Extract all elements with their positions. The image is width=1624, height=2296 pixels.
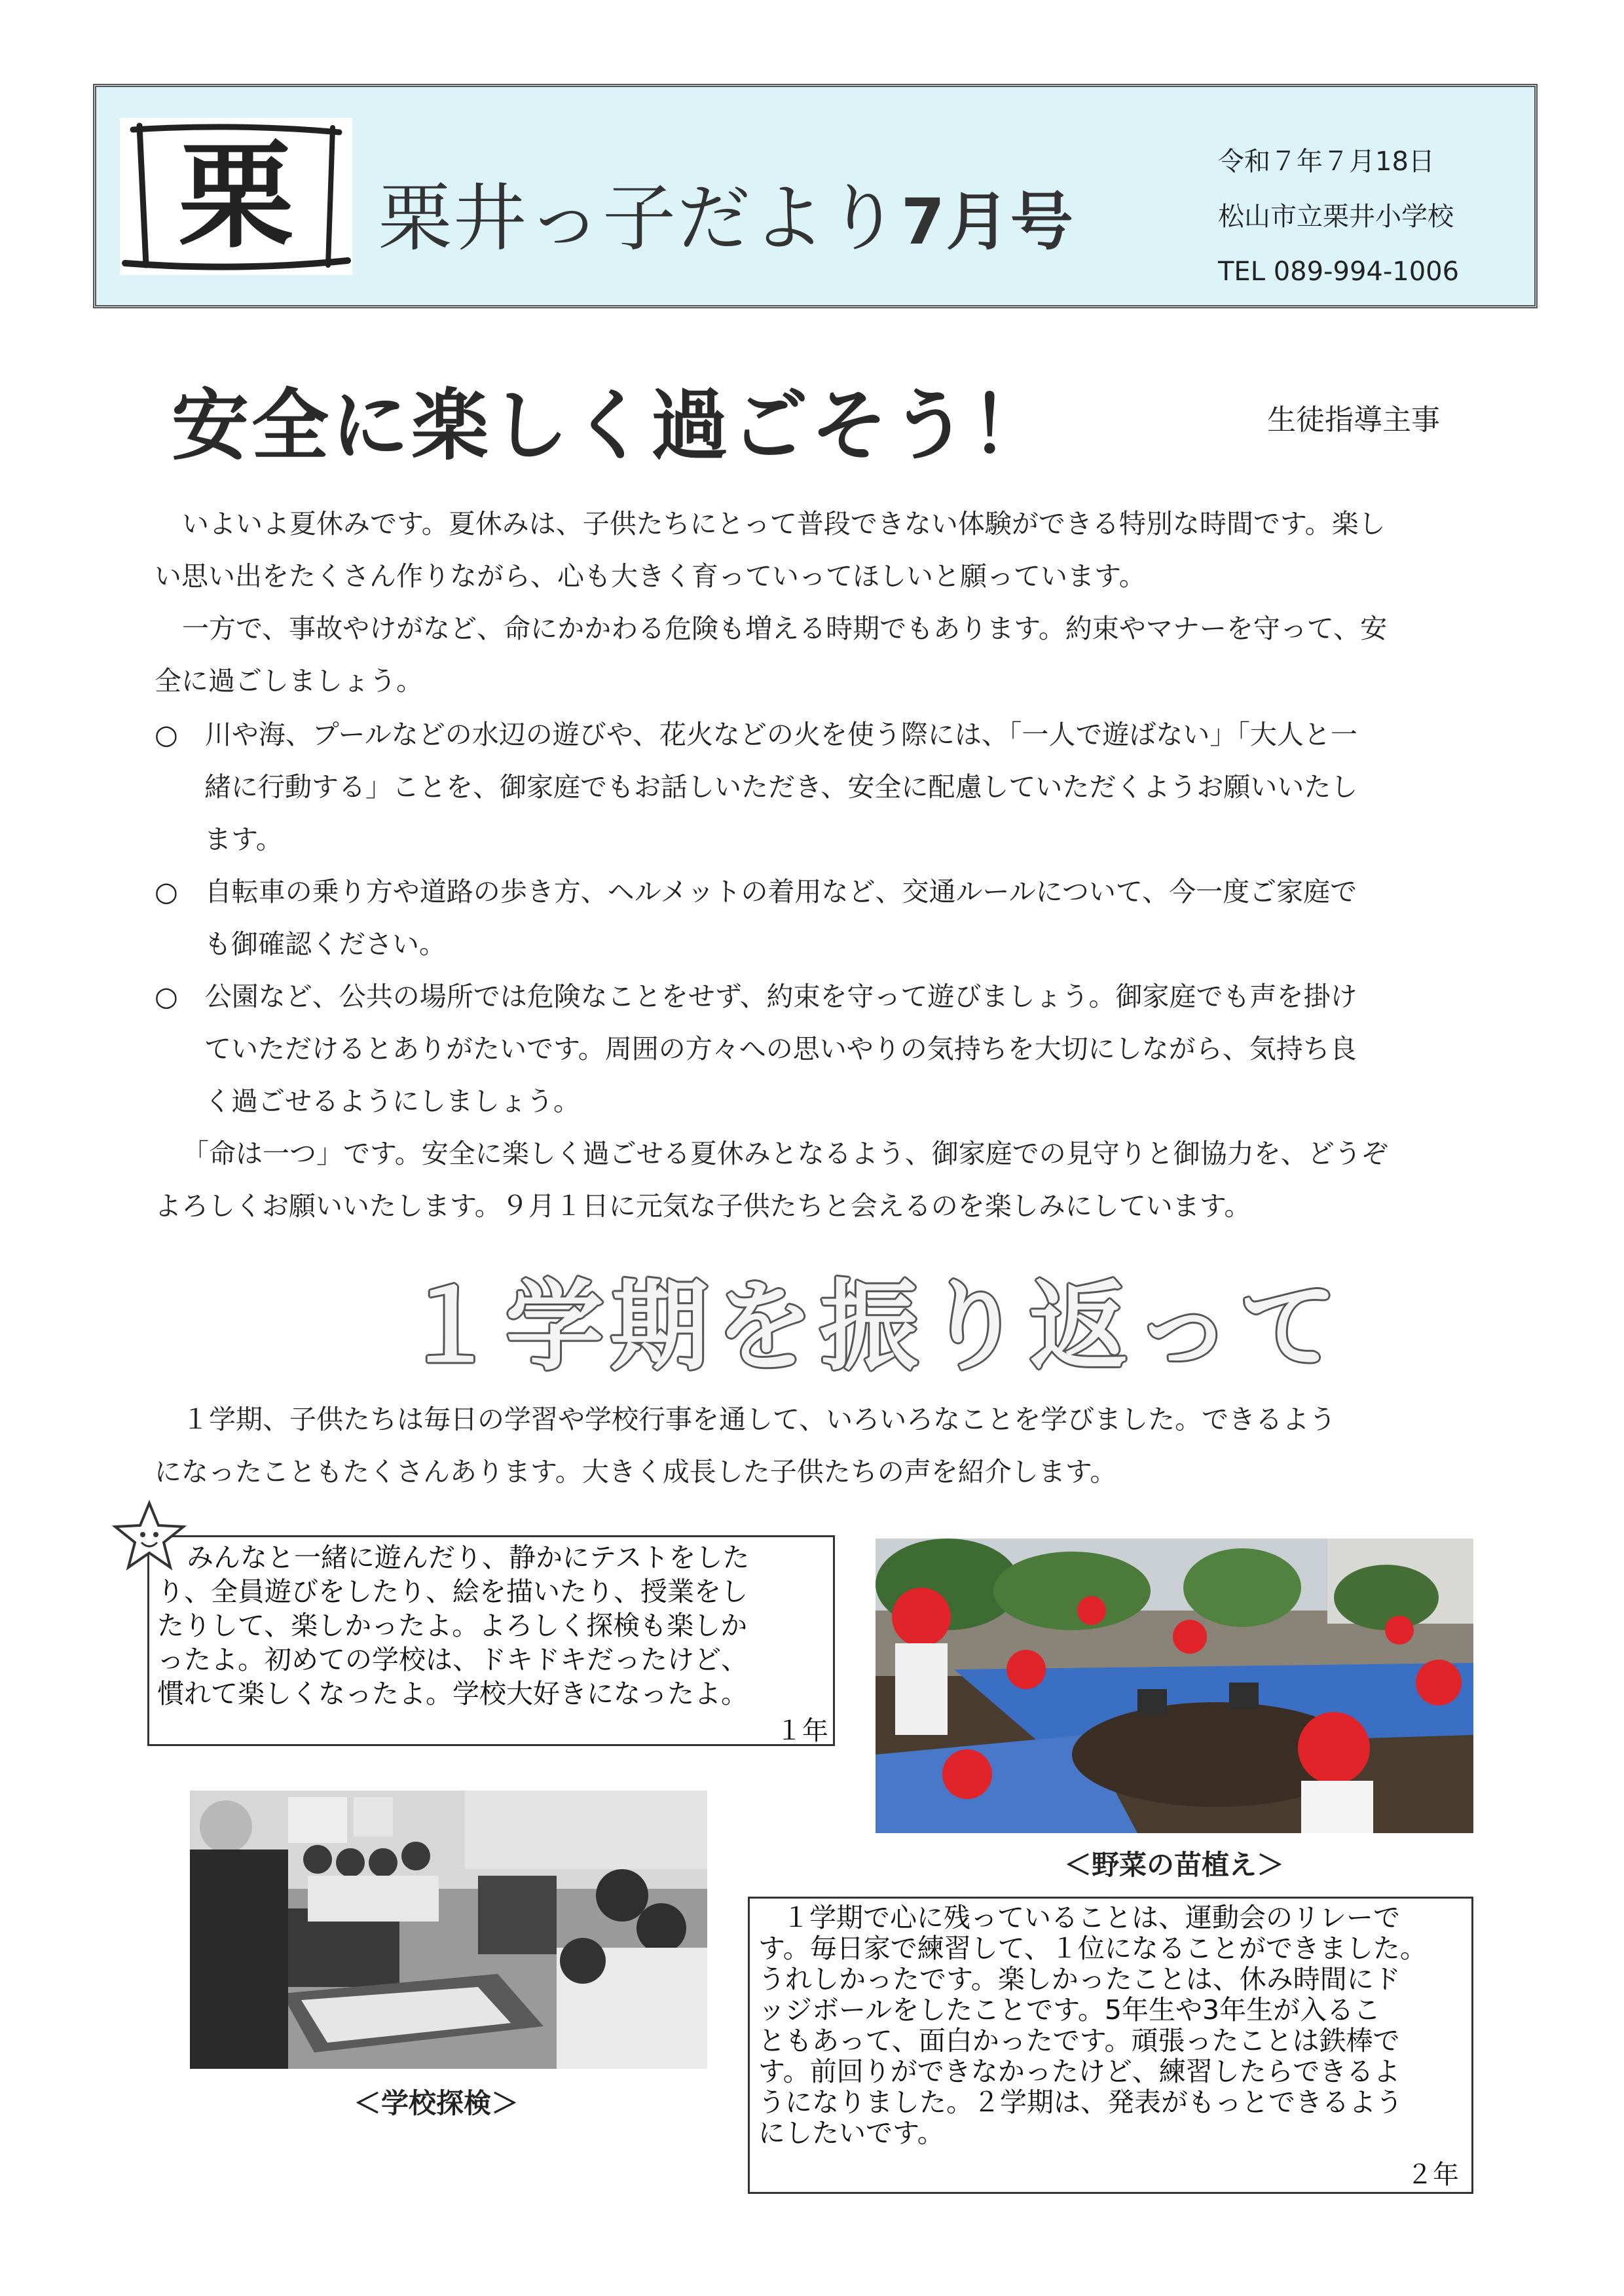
section1-bullet: ○ 公園など、公共の場所では危険なことをせず、約束を守って遊びましょう。御家庭でも声を掛け bbox=[155, 981, 1357, 1012]
grade1-label: １年 bbox=[776, 1716, 828, 1746]
grade1-line: ったよ。初めての学校は、ドキドキだったけど、 bbox=[157, 1644, 748, 1675]
section1-line: 「命は一つ」です。安全に楽しく過ごせる夏休みとなるよう、御家庭での見守りと御協力を、どうぞ bbox=[182, 1138, 1388, 1169]
grade2-line: １学期で心に残っていることは、運動会のリレーで bbox=[783, 1902, 1400, 1933]
section1-heading: 安全に楽しく過ごそう！ bbox=[172, 380, 1051, 471]
title-main: 栗井っ子だより bbox=[378, 176, 901, 261]
photo1-caption: ＜野菜の苗植え＞ bbox=[1064, 1849, 1285, 1881]
section1-line: い思い出をたくさん作りながら、心も大きく育っていってほしいと願っています。 bbox=[155, 560, 1146, 592]
section1-line: いよいよ夏休みです。夏休みは、子供たちにとって普段できない体験ができる特別な時間です。楽し bbox=[182, 508, 1386, 539]
grade1-line: みんなと一緒に遊んだり、静かにテストをした bbox=[187, 1542, 750, 1573]
title-month: 7月号 bbox=[901, 185, 1075, 259]
grade2-line: す。毎日家で練習して、１位になることができました。 bbox=[758, 1933, 1427, 1964]
section2-heading: １学期を振り返って bbox=[401, 1270, 1344, 1384]
grade2-line: うになりました。２学期は、発表がもっとできるよう bbox=[758, 2086, 1403, 2118]
school-tel: TEL 089-994-1006 bbox=[1218, 257, 1460, 287]
section1-bullet: ○ 自転車の乗り方や道路の歩き方、ヘルメットの着用など、交通ルールについて、今一度ご家庭で bbox=[155, 876, 1357, 907]
photo2-caption: ＜学校探検＞ bbox=[354, 2087, 519, 2119]
section1-author: 生徒指導主事 bbox=[1267, 403, 1440, 437]
school-logo bbox=[120, 118, 352, 275]
section1-line: ます。 bbox=[204, 824, 283, 855]
logo-character: 栗 bbox=[179, 129, 293, 264]
grade2-line: にしたいです。 bbox=[758, 2117, 944, 2149]
section1-line: ていただけるとありがたいです。周囲の方々への思いやりの気持ちを大切にしながら、気持ち良 bbox=[204, 1033, 1357, 1065]
grade2-line: す。前回りができなかったけど、練習したらできるよ bbox=[758, 2056, 1401, 2087]
star-icon bbox=[110, 1499, 189, 1571]
section1-line: も御確認ください。 bbox=[204, 928, 446, 960]
section1-line: 一方で、事故やけがなど、命にかかわる危険も増える時期でもあります。約束やマナーを守って、安 bbox=[182, 613, 1388, 644]
grade1-line: たりして、楽しかったよ。よろしく探検も楽しか bbox=[157, 1610, 748, 1641]
issue-date: 令和７年７月18日 bbox=[1218, 147, 1435, 177]
newsletter-title bbox=[378, 160, 1075, 265]
grade2-label: ２年 bbox=[1407, 2160, 1459, 2190]
section1-line: 緒に行動する」ことを、御家庭でもお話しいただき、安全に配慮していただくようお願いいたし bbox=[204, 771, 1358, 803]
section1-line: 全に過ごしましょう。 bbox=[155, 665, 423, 697]
grade2-line: うれしかったです。楽しかったことは、休み時間にド bbox=[758, 1963, 1401, 1995]
section1-line: く過ごせるようにしましょう。 bbox=[204, 1085, 580, 1117]
grade1-line: 慣れて楽しくなったよ。学校大好きになったよ。 bbox=[157, 1678, 748, 1709]
section1-bullet: ○ 川や海、プールなどの水辺の遊びや、花火などの火を使う際には、「一人で遊ばない」「大人と一 bbox=[155, 719, 1357, 750]
photo-vegetable-planting bbox=[876, 1539, 1473, 1833]
school-name: 松山市立栗井小学校 bbox=[1218, 202, 1454, 232]
grade2-line: ッジボールをしたことです。5年生や3年生が入るこ bbox=[758, 1994, 1381, 2026]
grade1-line: り、全員遊びをしたり、絵を描いたり、授業をし bbox=[157, 1576, 748, 1607]
section1-line: よろしくお願いいたします。９月１日に元気な子供たちと会えるのを楽しみにしています。 bbox=[155, 1190, 1251, 1222]
section2-intro-line: １学期、子供たちは毎日の学習や学校行事を通して、いろいろなことを学びました。できるよう bbox=[182, 1404, 1337, 1435]
section2-intro-line: になったこともたくさんあります。大きく成長した子供たちの声を紹介します。 bbox=[155, 1456, 1117, 1487]
photo-school-exploration bbox=[190, 1791, 707, 2069]
grade2-line: ともあって、面白かったです。頑張ったことは鉄棒で bbox=[758, 2025, 1400, 2056]
school-info bbox=[1218, 134, 1459, 299]
